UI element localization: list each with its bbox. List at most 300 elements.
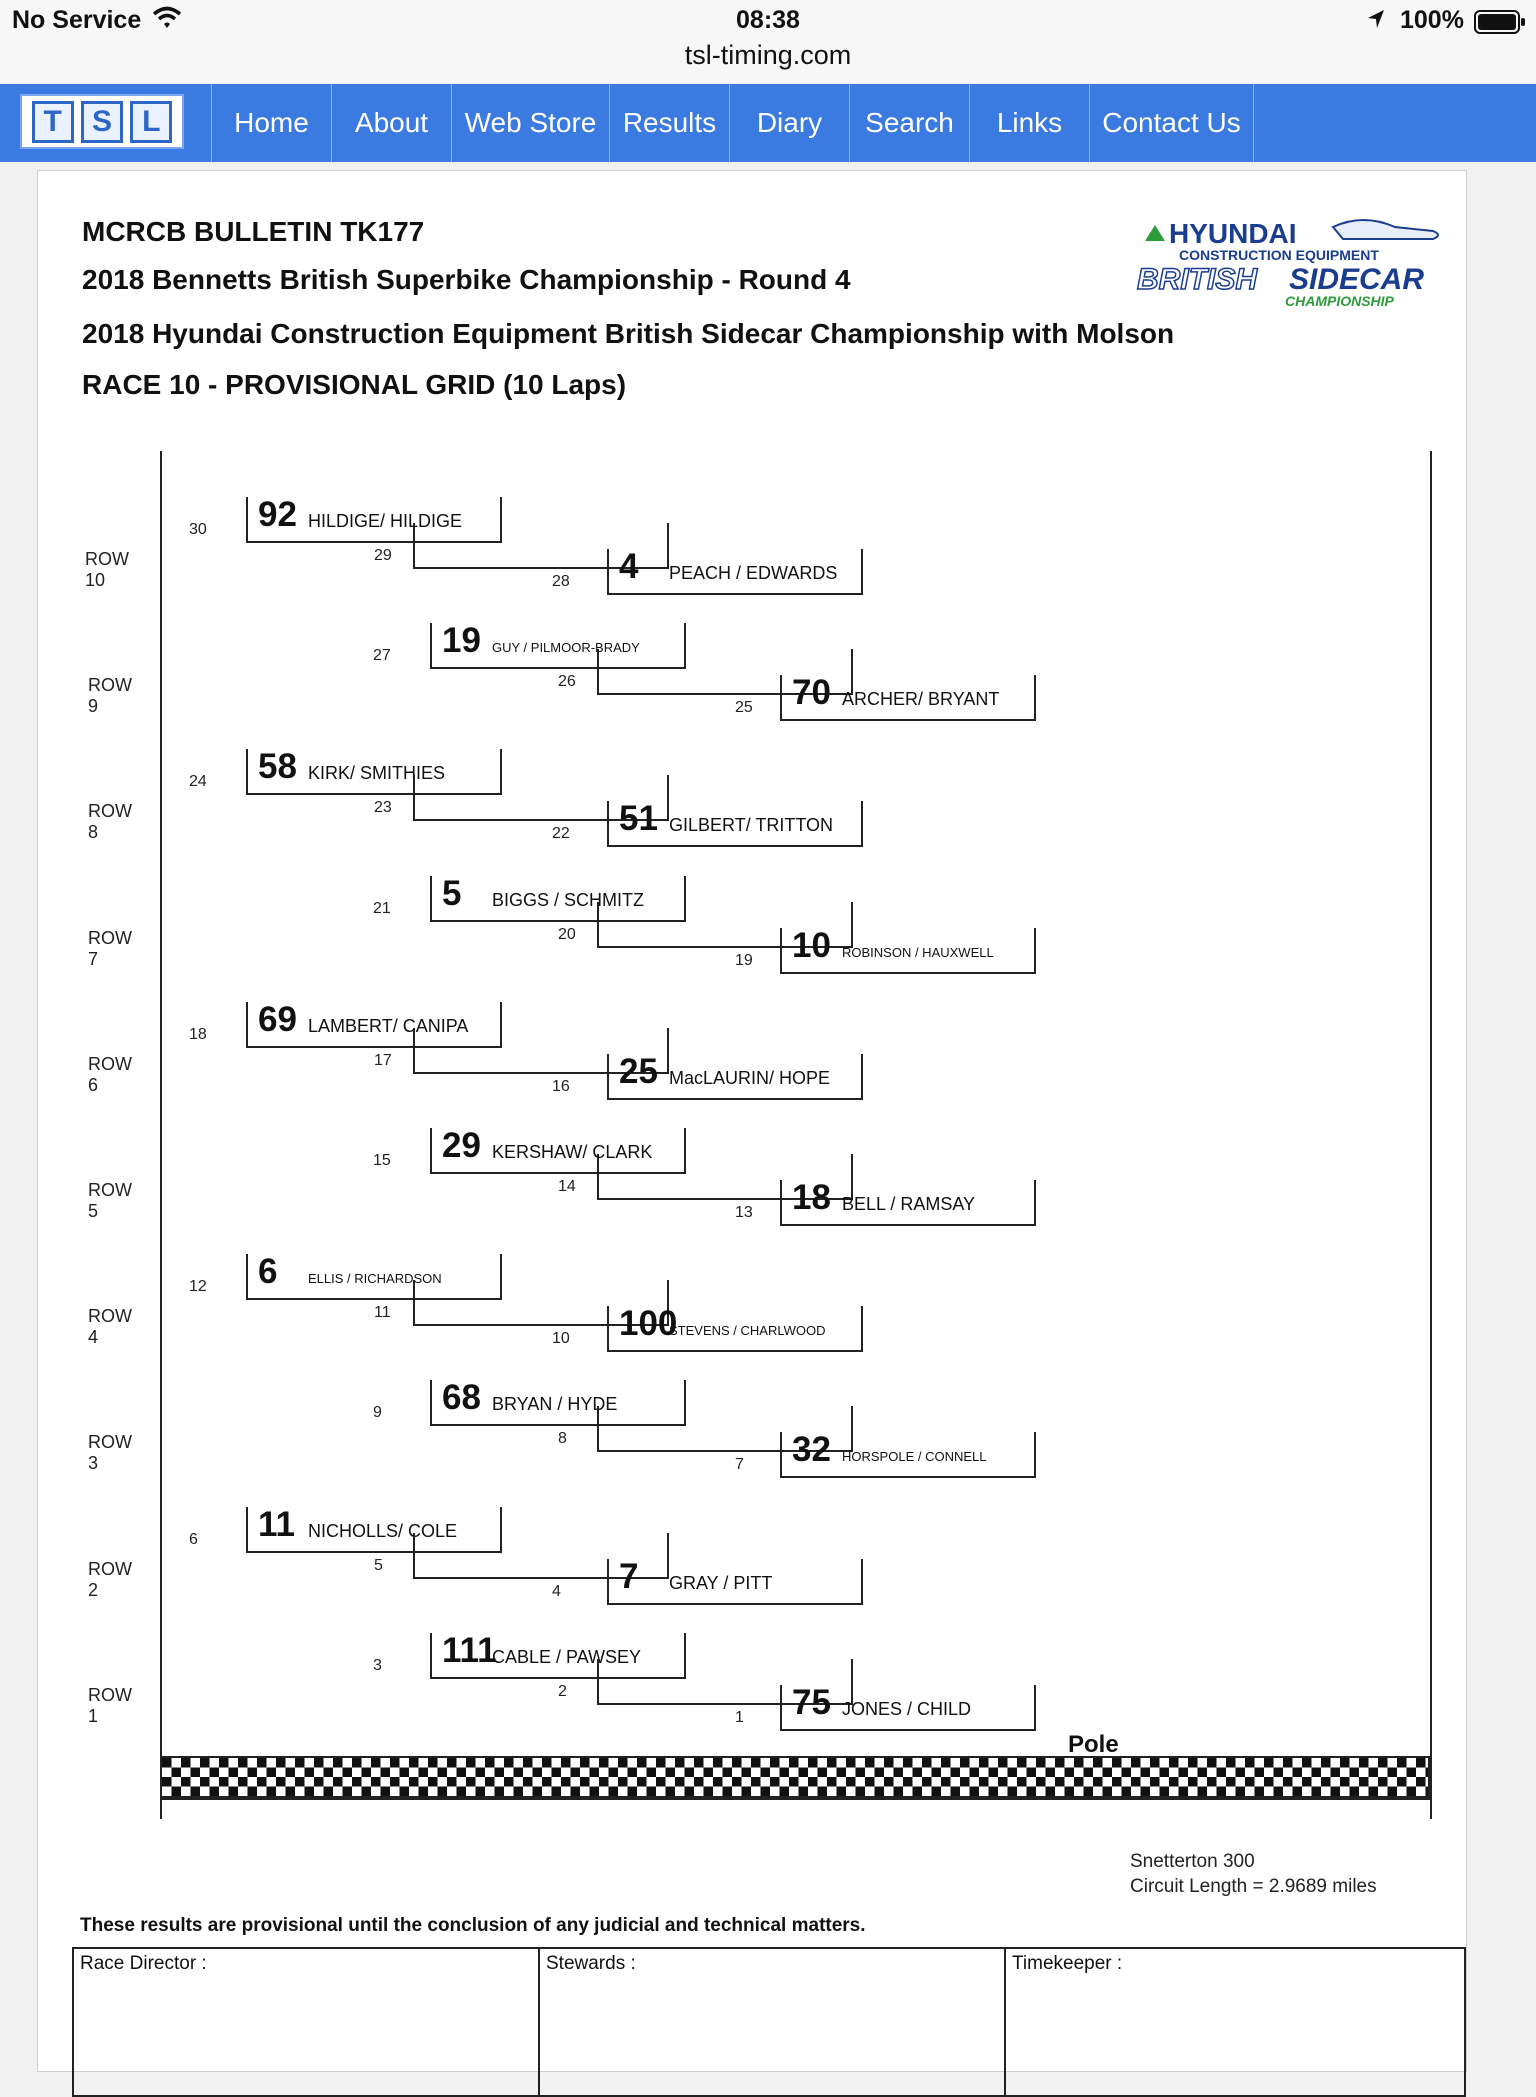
checker-square — [656, 1758, 666, 1768]
crew-names: STEVENS / CHARLWOOD — [669, 1323, 826, 1339]
checker-square — [751, 1758, 761, 1768]
checker-square — [381, 1787, 391, 1797]
grid-position-number: 5 — [374, 1556, 383, 1574]
crew-names: KIRK/ SMITHIES — [308, 763, 446, 784]
checker-pattern — [162, 1758, 1428, 1796]
checker-square — [1407, 1768, 1417, 1778]
crew-names: ELLIS / RICHARDSON — [308, 1271, 442, 1287]
checker-square — [267, 1768, 277, 1778]
checker-square — [162, 1758, 172, 1768]
checker-square — [1027, 1787, 1037, 1797]
checker-square — [552, 1768, 562, 1778]
crew-names: MacLAURIN/ HOPE — [669, 1067, 831, 1088]
grid-position-number: 30 — [189, 521, 207, 538]
checker-square — [305, 1787, 315, 1797]
disclaimer: These results are provisional until the conclusion of any judicial and technical matters. — [80, 1915, 866, 1936]
checker-square — [780, 1768, 790, 1778]
grid-position-number: 25 — [735, 699, 753, 717]
tsl-logo[interactable] — [20, 94, 184, 149]
checker-square — [1312, 1768, 1322, 1778]
checker-square — [476, 1768, 486, 1778]
checker-square — [172, 1787, 182, 1797]
crew-names: HILDIGE/ HILDIGE — [308, 511, 463, 531]
checker-square — [191, 1768, 201, 1778]
battery-icon — [1474, 10, 1526, 34]
signature-table — [72, 1947, 1466, 2097]
checker-square — [1359, 1758, 1369, 1768]
checker-square — [941, 1777, 951, 1787]
checker-square — [1340, 1758, 1350, 1768]
checker-square — [333, 1758, 343, 1768]
checker-square — [314, 1777, 324, 1787]
checker-square — [381, 1768, 391, 1778]
checker-square — [419, 1787, 429, 1797]
checker-square — [894, 1768, 904, 1778]
checker-square — [723, 1768, 733, 1778]
checker-square — [1055, 1777, 1065, 1787]
checker-square — [1131, 1777, 1141, 1787]
checker-square — [1008, 1787, 1018, 1797]
checker-square — [799, 1787, 809, 1797]
checker-square — [609, 1787, 619, 1797]
checker-square — [1017, 1777, 1027, 1787]
checker-square — [1160, 1787, 1170, 1797]
checker-square — [1407, 1787, 1417, 1797]
car-number: 5 — [442, 873, 462, 913]
checker-square — [1283, 1758, 1293, 1768]
checker-square — [628, 1787, 638, 1797]
checker-square — [1027, 1768, 1037, 1778]
checker-square — [637, 1758, 647, 1768]
grid-left-line — [160, 451, 162, 1819]
car-number: 4 — [619, 547, 639, 586]
checker-square — [1198, 1768, 1208, 1778]
checker-square — [1331, 1768, 1341, 1778]
checker-square — [1074, 1777, 1084, 1787]
row-label: ROW 10 — [85, 549, 129, 590]
checker-square — [998, 1777, 1008, 1787]
logo-line4: CHAMPIONSHIP — [1285, 293, 1394, 309]
grid-position-number: 27 — [373, 647, 391, 665]
checker-square — [1274, 1787, 1284, 1797]
logo-letter: T — [32, 101, 74, 143]
checker-square — [884, 1777, 894, 1787]
checker-square — [808, 1758, 818, 1768]
checker-square — [1245, 1758, 1255, 1768]
checker-square — [457, 1787, 467, 1797]
checker-square — [571, 1768, 581, 1778]
checker-square — [742, 1768, 752, 1778]
checker-square — [229, 1768, 239, 1778]
crew-names: LAMBERT/ CANIPA — [308, 1015, 469, 1036]
checker-square — [238, 1758, 248, 1768]
checker-square — [875, 1768, 885, 1778]
checker-square — [1103, 1787, 1113, 1797]
checker-square — [1226, 1758, 1236, 1768]
checker-square — [1207, 1758, 1217, 1768]
checker-square — [1112, 1777, 1122, 1787]
checker-square — [485, 1758, 495, 1768]
grid-position-number: 8 — [558, 1430, 567, 1448]
checker-square — [751, 1777, 761, 1787]
checker-square — [599, 1777, 609, 1787]
car-number: 69 — [258, 999, 297, 1039]
checker-square — [504, 1777, 514, 1787]
nav-contact-us[interactable]: Contact Us — [1090, 84, 1254, 162]
checker-square — [884, 1758, 894, 1768]
car-number: 70 — [792, 673, 831, 713]
checker-square — [1141, 1768, 1151, 1778]
checker-square — [732, 1777, 742, 1787]
checker-square — [1084, 1787, 1094, 1797]
checker-square — [305, 1768, 315, 1778]
checker-square — [770, 1758, 780, 1768]
timekeeper-cell: Timekeeper : — [1012, 1953, 1123, 1974]
checker-square — [970, 1787, 980, 1797]
row-label: ROW 1 — [88, 1684, 132, 1726]
checker-square — [922, 1777, 932, 1787]
checker-square — [1150, 1777, 1160, 1787]
checker-square — [1065, 1768, 1075, 1778]
checker-square — [875, 1787, 885, 1797]
checker-square — [666, 1787, 676, 1797]
car-number: 10 — [792, 925, 831, 965]
checker-square — [894, 1787, 904, 1797]
checker-square — [932, 1787, 942, 1797]
checker-square — [343, 1768, 353, 1778]
checker-square — [504, 1758, 514, 1768]
checker-square — [457, 1768, 467, 1778]
row-label: ROW 7 — [88, 927, 132, 969]
car-number: 11 — [258, 1504, 295, 1544]
checker-square — [618, 1777, 628, 1787]
checker-square — [1236, 1787, 1246, 1797]
checker-square — [1378, 1758, 1388, 1768]
checker-square — [514, 1768, 524, 1778]
nav-home[interactable]: Home — [212, 84, 332, 162]
sidecar-title: 2018 Hyundai Construction Equipment British Sidecar Championship with Molson — [82, 318, 1175, 349]
checker-square — [324, 1787, 334, 1797]
checker-square — [1264, 1777, 1274, 1787]
crew-names: NICHOLLS/ COLE — [308, 1520, 458, 1541]
checker-square — [1293, 1787, 1303, 1797]
checker-square — [200, 1758, 210, 1768]
row-label: ROW 8 — [88, 801, 132, 843]
checker-square — [1065, 1787, 1075, 1797]
car-number: 111 — [442, 1630, 497, 1670]
checker-square — [466, 1758, 476, 1768]
car-number: 100 — [619, 1304, 678, 1344]
crew-names: KERSHAW/ CLARK — [492, 1142, 653, 1162]
checker-square — [333, 1777, 343, 1787]
checker-square — [609, 1768, 619, 1778]
checker-square — [647, 1768, 657, 1778]
checker-square — [989, 1787, 999, 1797]
checker-square — [324, 1768, 334, 1778]
checker-square — [960, 1777, 970, 1787]
checker-square — [1350, 1768, 1360, 1778]
checker-square — [229, 1787, 239, 1797]
grid-slot — [780, 1682, 1036, 1731]
checker-square — [438, 1787, 448, 1797]
checker-square — [314, 1758, 324, 1768]
checker-square — [979, 1758, 989, 1768]
checker-square — [286, 1768, 296, 1778]
grid-baseline — [160, 1798, 1430, 1800]
checker-square — [656, 1777, 666, 1787]
checker-square — [704, 1768, 714, 1778]
checker-square — [1046, 1787, 1056, 1797]
checker-square — [1312, 1787, 1322, 1797]
grid-slot — [780, 675, 1036, 721]
checker-square — [181, 1758, 191, 1768]
checker-square — [1131, 1758, 1141, 1768]
checker-square — [1179, 1768, 1189, 1778]
checker-square — [561, 1758, 571, 1768]
checker-square — [732, 1758, 742, 1768]
checker-square — [1103, 1768, 1113, 1778]
checker-square — [409, 1777, 419, 1787]
checker-square — [694, 1758, 704, 1768]
checker-square — [827, 1777, 837, 1787]
checker-square — [903, 1758, 913, 1768]
grid-slot — [607, 549, 863, 595]
checker-square — [1321, 1777, 1331, 1787]
checker-square — [685, 1768, 695, 1778]
grid-position-number: 2 — [558, 1682, 567, 1700]
grid-slot — [607, 801, 863, 847]
checker-square — [210, 1768, 220, 1778]
checker-square — [409, 1758, 419, 1768]
checker-square — [295, 1777, 305, 1787]
nav-web-store[interactable]: Web Store — [452, 84, 610, 162]
checker-square — [1236, 1768, 1246, 1778]
row-label: ROW 6 — [88, 1053, 132, 1095]
row-label: ROW 2 — [88, 1558, 132, 1600]
circuit-name: Snetterton 300 — [1130, 1851, 1255, 1872]
checker-square — [922, 1758, 932, 1768]
car-number: 7 — [619, 1556, 639, 1596]
checker-square — [390, 1758, 400, 1768]
checker-square — [846, 1758, 856, 1768]
race-director-cell: Race Director : — [74, 1949, 540, 2095]
grid-right-line — [1430, 451, 1432, 1819]
checker-square — [599, 1758, 609, 1768]
car-number: 29 — [442, 1126, 481, 1165]
checker-square — [989, 1768, 999, 1778]
url-bar[interactable]: tsl-timing.com — [684, 40, 852, 70]
checker-square — [1207, 1777, 1217, 1787]
checker-square — [913, 1768, 923, 1778]
checker-square — [647, 1787, 657, 1797]
checker-square — [1112, 1758, 1122, 1768]
checker-square — [495, 1768, 505, 1778]
checker-square — [827, 1758, 837, 1768]
checker-square — [837, 1768, 847, 1778]
checker-square — [637, 1777, 647, 1787]
checker-square — [1397, 1758, 1407, 1768]
checker-square — [238, 1777, 248, 1787]
checker-square — [533, 1787, 543, 1797]
grid-position-number: 28 — [552, 573, 570, 590]
checker-square — [979, 1777, 989, 1787]
row-label: ROW 5 — [88, 1180, 132, 1221]
circuit-length: Circuit Length = 2.9689 miles — [1130, 1876, 1377, 1897]
status-bar — [0, 0, 1536, 84]
checker-square — [447, 1777, 457, 1787]
checker-square — [685, 1787, 695, 1797]
checker-square — [580, 1777, 590, 1787]
logo-letter: S — [81, 101, 123, 143]
checker-square — [295, 1758, 305, 1768]
row-label: ROW 3 — [88, 1432, 132, 1474]
crew-names: BRYAN / HYDE — [492, 1394, 618, 1415]
checker-square — [1122, 1768, 1132, 1778]
checker-square — [1340, 1777, 1350, 1787]
bulletin-title: MCRCB BULLETIN TK177 — [82, 216, 425, 247]
nav-diary[interactable]: Diary — [730, 84, 850, 162]
car-number: 25 — [619, 1051, 658, 1091]
main-nav — [0, 84, 1536, 162]
checker-square — [618, 1758, 628, 1768]
checker-square — [1093, 1777, 1103, 1787]
checker-square — [1122, 1787, 1132, 1797]
grid-position-number: 18 — [189, 1025, 207, 1043]
car-number: 58 — [258, 747, 297, 787]
checker-square — [286, 1787, 296, 1797]
checker-square — [1160, 1768, 1170, 1778]
crew-names: GILBERT/ TRITTON — [669, 815, 834, 836]
checker-square — [1302, 1758, 1312, 1768]
grid-position-number: 22 — [552, 825, 570, 843]
checker-square — [865, 1777, 875, 1787]
logo-line2: CONSTRUCTION EQUIPMENT — [1179, 247, 1379, 263]
logo-letter: L — [130, 101, 172, 143]
checker-square — [941, 1758, 951, 1768]
checker-square — [1331, 1787, 1341, 1797]
checker-square — [1350, 1787, 1360, 1797]
checker-square — [1169, 1777, 1179, 1787]
grid-position-number: 17 — [374, 1051, 392, 1069]
grid-position-number: 12 — [189, 1278, 207, 1296]
checker-square — [1264, 1758, 1274, 1768]
grid-position-number: 19 — [735, 951, 753, 969]
checker-square — [257, 1758, 267, 1768]
checker-square — [1226, 1777, 1236, 1787]
checker-square — [1179, 1787, 1189, 1797]
start-line-checker — [160, 1756, 1430, 1798]
nav-search[interactable]: Search — [850, 84, 970, 162]
checker-square — [666, 1768, 676, 1778]
checker-square — [846, 1777, 856, 1787]
logo-line3b: SIDECAR — [1289, 263, 1425, 296]
checker-square — [438, 1768, 448, 1778]
checker-square — [276, 1758, 286, 1768]
nav-results[interactable]: Results — [610, 84, 730, 162]
checker-square — [1397, 1777, 1407, 1787]
checker-square — [713, 1777, 723, 1787]
checker-square — [485, 1777, 495, 1787]
checker-square — [362, 1787, 372, 1797]
carrier-label: No Service — [12, 6, 142, 34]
checker-square — [495, 1787, 505, 1797]
grid-position-number: 11 — [374, 1304, 391, 1322]
grid-position-number: 7 — [735, 1456, 744, 1474]
checker-square — [837, 1787, 847, 1797]
checker-square — [780, 1787, 790, 1797]
car-number: 51 — [619, 799, 658, 839]
checker-square — [913, 1787, 923, 1797]
checker-square — [761, 1787, 771, 1797]
checker-square — [742, 1787, 752, 1797]
checker-square — [789, 1777, 799, 1787]
checker-square — [903, 1777, 913, 1787]
checker-square — [200, 1777, 210, 1787]
row-label: ROW 9 — [88, 675, 132, 717]
nav-links[interactable]: Links — [970, 84, 1090, 162]
grid-bulletin — [37, 170, 1467, 2072]
clock: 08:38 — [736, 6, 800, 34]
checker-square — [1017, 1758, 1027, 1768]
race-title: RACE 10 - PROVISIONAL GRID (10 Laps) — [82, 369, 627, 400]
crew-names: PEACH / EDWARDS — [669, 563, 838, 583]
checker-square — [1169, 1758, 1179, 1768]
nav-about[interactable]: About — [332, 84, 452, 162]
crew-names: ARCHER/ BRYANT — [842, 689, 1000, 710]
checker-square — [970, 1768, 980, 1778]
pole-label: Pole — [1068, 1730, 1119, 1758]
checker-square — [856, 1768, 866, 1778]
checker-square — [352, 1758, 362, 1768]
checker-square — [704, 1787, 714, 1797]
crew-names: HORSPOLE / CONNELL — [842, 1449, 987, 1465]
grid-position-number: 3 — [373, 1656, 382, 1674]
checker-square — [447, 1758, 457, 1768]
checker-square — [542, 1758, 552, 1768]
checker-square — [590, 1768, 600, 1778]
checker-square — [1426, 1787, 1429, 1797]
checker-square — [1302, 1777, 1312, 1787]
checker-square — [552, 1787, 562, 1797]
checker-square — [172, 1768, 182, 1778]
grid-position-number: 14 — [558, 1178, 576, 1195]
checker-square — [818, 1768, 828, 1778]
grid-position-number: 16 — [552, 1077, 570, 1095]
checker-square — [1388, 1768, 1398, 1778]
hyundai-sidecar-logo — [1133, 213, 1473, 313]
checker-square — [590, 1787, 600, 1797]
checker-square — [542, 1777, 552, 1787]
checker-square — [571, 1787, 581, 1797]
checker-square — [1217, 1787, 1227, 1797]
checker-square — [400, 1787, 410, 1797]
checker-square — [561, 1777, 571, 1787]
checker-square — [181, 1777, 191, 1787]
grid-position-number: 13 — [735, 1204, 753, 1221]
checker-square — [219, 1777, 229, 1787]
checker-square — [400, 1768, 410, 1778]
checker-square — [1255, 1768, 1265, 1778]
checker-square — [257, 1777, 267, 1787]
checker-square — [1274, 1768, 1284, 1778]
checker-square — [1150, 1758, 1160, 1768]
grid-position-number: 10 — [552, 1330, 570, 1348]
checker-square — [1369, 1768, 1379, 1778]
checker-square — [951, 1787, 961, 1797]
checker-square — [523, 1758, 533, 1768]
grid-position-number: 23 — [374, 799, 392, 817]
checker-square — [1084, 1768, 1094, 1778]
